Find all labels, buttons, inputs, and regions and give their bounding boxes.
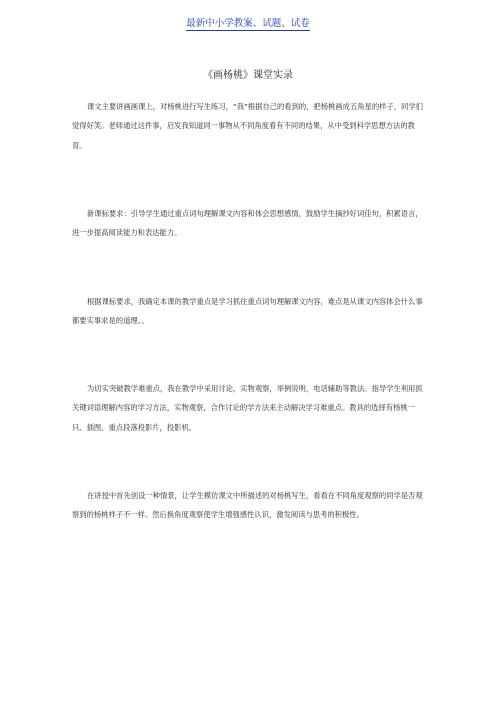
paragraph-focus: 根据课标要求，我确定本课的教学重点是学习抓住重点词句理解课文内容，难点是从课文内容体会什么事都要实事求是的道理。。 <box>72 297 423 326</box>
header-link-text[interactable]: 最新中小学教案、试题、试卷 <box>186 18 310 29</box>
paragraph-intro: 课文主要讲画画课上，对杨桃进行写生练习，“我”根据自己的看到的，把杨桃画成五角星的样子，同学们觉得好笑。老师通过这件事，启发我知道同一事物从不同角度看有不同的结果，从中受到科学思想方法的教育。 <box>72 102 423 150</box>
header-link[interactable] <box>0 18 496 30</box>
paragraph-methods: 为切实突破教学难重点，我在教学中采用讨论，实物观察，举例说明，电话辅助等教法。指导学生利用抓关键词语理解内容的学习方法，实物观察，合作讨论的学方法来主动解决学习难重点。教具的选择有杨桃一只、插图、重点段落投影片，投影机。 <box>72 384 423 432</box>
document-title: 《画杨桃》课堂实录 <box>203 70 293 81</box>
paragraph-teaching: 在讲授中首先创设一种情景，让学生模仿课文中所描述的对杨桃写生，看看在不同角度观察的同学是否观察到的杨桃样子不一样。然后换角度观察使学生增强感性认识，激发阅读与思考的积极性。 <box>72 491 423 520</box>
paragraph-curriculum: 新课标要求：引导学生通过重点词句理解课文内容和体会思想感情，鼓励学生摘抄好词佳句，积累语言，进一步提高阅读能力和表达能力。 <box>72 209 423 238</box>
